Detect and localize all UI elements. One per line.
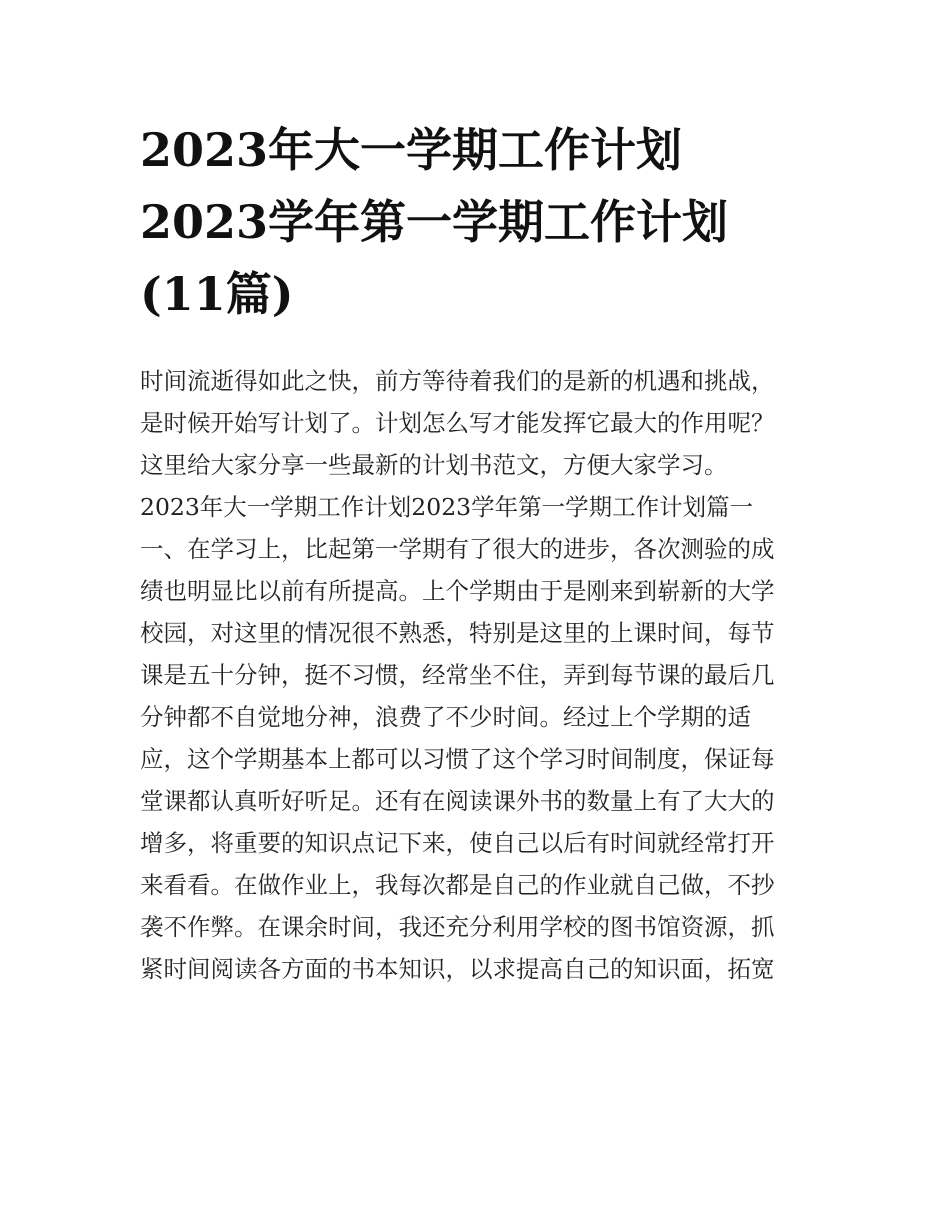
body-line: 袭不作弊。在课余时间，我还充分利用学校的图书馆资源，抓 bbox=[140, 913, 775, 941]
body-line: 课是五十分钟，挺不习惯，经常坐不住，弄到每节课的最后几 bbox=[140, 661, 775, 689]
body-line: 是时候开始写计划了。计划怎么写才能发挥它最大的作用呢？ bbox=[140, 409, 775, 437]
title-line-3: (11篇) bbox=[140, 267, 294, 321]
body-line: 堂课都认真听好听足。还有在阅读课外书的数量上有了大大的 bbox=[140, 787, 775, 815]
body-line: 紧时间阅读各方面的书本知识，以求提高自己的知识面，拓宽 bbox=[140, 955, 775, 983]
section-heading: 2023年大一学期工作计划2023学年第一学期工作计划篇一 bbox=[140, 493, 754, 521]
body-line: 这里给大家分享一些最新的计划书范文，方便大家学习。 bbox=[140, 451, 728, 479]
document-title bbox=[140, 114, 840, 330]
body-line: 应，这个学期基本上都可以习惯了这个学习时间制度，保证每 bbox=[140, 745, 775, 773]
body-line: 时间流逝得如此之快，前方等待着我们的是新的机遇和挑战， bbox=[140, 367, 775, 395]
body-line: 分钟都不自觉地分神，浪费了不少时间。经过上个学期的适 bbox=[140, 703, 751, 731]
body-line: 绩也明显比以前有所提高。上个学期由于是刚来到崭新的大学 bbox=[140, 577, 775, 605]
body-line: 校园，对这里的情况很不熟悉，特别是这里的上课时间，每节 bbox=[140, 619, 775, 647]
body-line: 增多，将重要的知识点记下来，使自己以后有时间就经常打开 bbox=[140, 829, 775, 857]
title-line-2: 2023学年第一学期工作计划 bbox=[140, 195, 729, 249]
body-line: 一、在学习上，比起第一学期有了很大的进步，各次测验的成 bbox=[140, 535, 775, 563]
title-line-1: 2023年大一学期工作计划 bbox=[140, 123, 683, 177]
document-body bbox=[140, 360, 820, 990]
body-line: 来看看。在做作业上，我每次都是自己的作业就自己做，不抄 bbox=[140, 871, 775, 899]
